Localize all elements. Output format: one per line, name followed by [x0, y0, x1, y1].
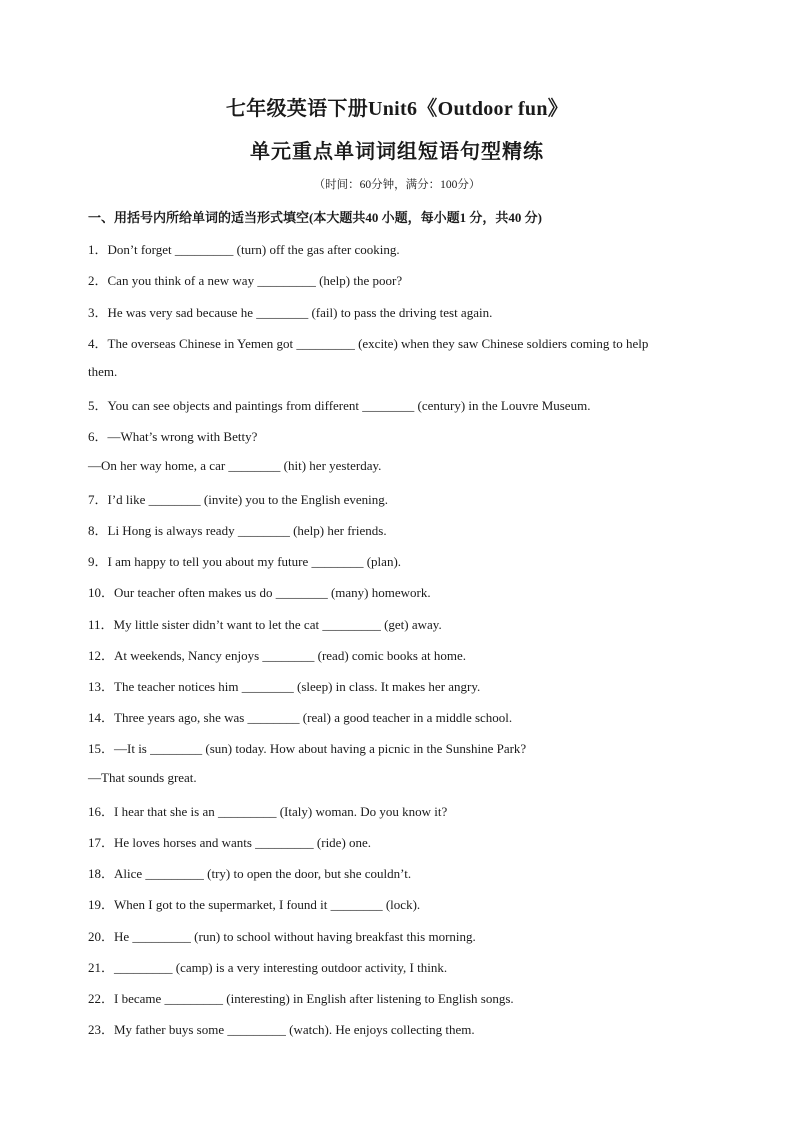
question-line: 19．When I got to the supermarket, I found it ________ (lock).: [88, 897, 421, 912]
question-line: 18．Alice _________ (try) to open the door, but she couldn’t.: [88, 866, 412, 881]
question-line: —That sounds great.: [88, 770, 197, 785]
question-line: 5．You can see objects and paintings from different ________ (century) in the Louvre Museum.: [88, 398, 591, 413]
question-line: them.: [88, 364, 118, 379]
question-line: 9．I am happy to tell you about my future ________ (plan).: [88, 554, 402, 569]
question-line: 23．My father buys some _________ (watch). He enjoys collecting them.: [88, 1022, 475, 1037]
question-line: 6．—What’s wrong with Betty?: [88, 429, 258, 444]
page-subtitle: 单元重点单词词组短语句型精练: [250, 141, 544, 163]
question-line: 17．He loves horses and wants _________ (ride) one.: [88, 835, 372, 850]
question-line: 4．The overseas Chinese in Yemen got _________ (excite) when they saw Chinese soldiers coming to help: [88, 336, 649, 351]
question-line: 22．I became _________ (interesting) in English after listening to English songs.: [88, 991, 514, 1006]
question-line: 2．Can you think of a new way _________ (help) the poor?: [88, 273, 403, 288]
question-line: 10．Our teacher often makes us do ________ (many) homework.: [88, 585, 431, 600]
question-line: 12．At weekends, Nancy enjoys ________ (read) comic books at home.: [88, 648, 466, 663]
question-line: 1．Don’t forget _________ (turn) off the gas after cooking.: [88, 242, 400, 257]
question-line: 20．He _________ (run) to school without having breakfast this morning.: [88, 929, 476, 944]
page-title: 七年级英语下册Unit6《Outdoor fun》: [225, 98, 569, 120]
question-line: —On her way home, a car ________ (hit) her yesterday.: [88, 458, 382, 473]
question-line: 14．Three years ago, she was ________ (real) a good teacher in a middle school.: [88, 710, 513, 725]
question-line: 8．Li Hong is always ready ________ (help) her friends.: [88, 523, 387, 538]
question-line: 21．_________ (camp) is a very interesting outdoor activity, I think.: [88, 960, 448, 975]
question-line: 16．I hear that she is an _________ (Italy) woman. Do you know it?: [88, 804, 448, 819]
question-line: 11．My little sister didn’t want to let the cat _________ (get) away.: [88, 617, 442, 632]
section-heading: 一、用括号内所给单词的适当形式填空(本大题共40 小题，每小题1 分，共40 分): [88, 210, 542, 225]
question-line: 7．I’d like ________ (invite) you to the English evening.: [88, 492, 389, 507]
exam-meta: （时间：60分钟，满分：100分）: [313, 179, 481, 191]
question-line: 3．He was very sad because he ________ (fail) to pass the driving test again.: [88, 305, 493, 320]
question-line: 15．—It is ________ (sun) today. How about having a picnic in the Sunshine Park?: [88, 741, 527, 756]
question-line: 13．The teacher notices him ________ (sleep) in class. It makes her angry.: [88, 679, 481, 694]
